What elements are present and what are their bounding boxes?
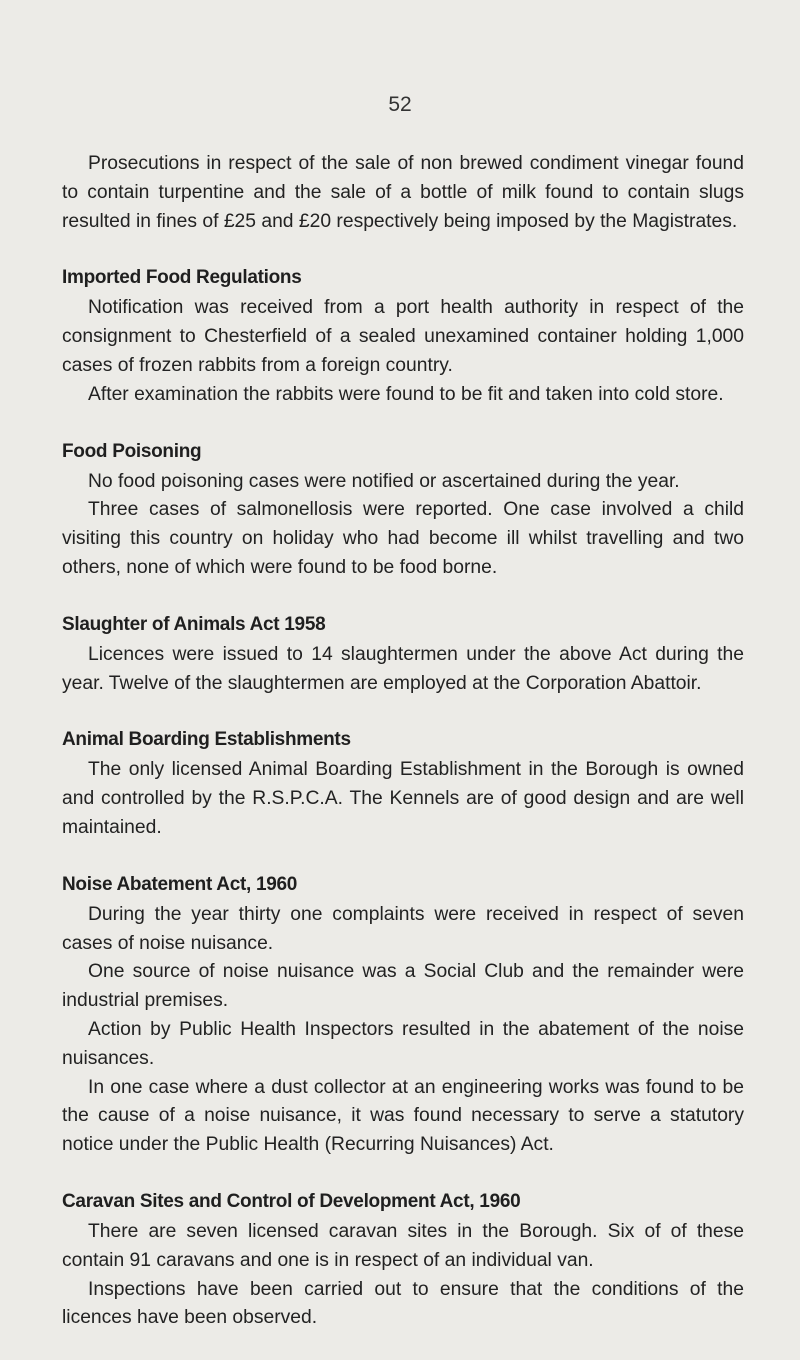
section-slaughter-of-animals-act	[62, 610, 744, 699]
section-imported-food-regulations	[62, 263, 744, 409]
section-paragraph: Three cases of salmonellosis were reported. One case involved a child visiting this country on holiday who had become ill whilst travelling and two others, none of which were found to be food borne.	[62, 499, 744, 578]
intro-paragraph: Prosecutions in respect of the sale of non brewed condiment vinegar found to contain turpentine and the sale of a bottle of milk found to contain slugs resulted in fines of £25 and £20 respectively being imposed by the Magistrates.	[62, 153, 744, 232]
section-paragraph: No food poisoning cases were notified or ascertained during the year.	[88, 470, 680, 492]
section-heading: Imported Food Regulations	[62, 267, 302, 289]
section-paragraph: The only licensed Animal Boarding Establishment in the Borough is owned and controlled by the R.S.P.C.A. The Kennels are of good design and are well maintained.	[62, 759, 744, 838]
section-food-poisoning	[62, 437, 744, 583]
section-paragraph: Licences were issued to 14 slaughtermen under the above Act during the year. Twelve of the slaughtermen are employed at the Corporation Abattoir.	[62, 643, 744, 694]
section-paragraph: One source of noise nuisance was a Social Club and the remainder were industrial premises.	[62, 961, 744, 1012]
section-animal-boarding-establishments	[62, 725, 744, 842]
section-paragraph: During the year thirty one complaints were received in respect of seven cases of noise nuisance.	[62, 903, 744, 954]
section-heading: Food Poisoning	[62, 440, 202, 462]
section-paragraph: Notification was received from a port health authority in respect of the consignment to Chesterfield of a sealed unexamined container holding 1,000 cases of frozen rabbits from a foreign country.	[62, 297, 744, 376]
section-paragraph: Action by Public Health Inspectors resulted in the abatement of the noise nuisances.	[62, 1018, 744, 1069]
section-paragraph: Inspections have been carried out to ensure that the conditions of the licences have been observed.	[62, 1278, 744, 1329]
section-paragraph: After examination the rabbits were found to be fit and taken into cold store.	[88, 383, 724, 405]
section-paragraph: There are seven licensed caravan sites in the Borough. Six of of these contain 91 caravans and one is in respect of an individual van.	[62, 1220, 744, 1271]
intro-section	[62, 150, 744, 236]
page-number: 52	[388, 93, 412, 116]
section-noise-abatement-act	[62, 870, 744, 1160]
document-body	[62, 150, 744, 1360]
section-heading: Noise Abatement Act, 1960	[62, 873, 298, 895]
section-caravan-sites	[62, 1187, 744, 1333]
section-paragraph: In one case where a dust collector at an engineering works was found to be the cause of a noise nuisance, it was found necessary to serve a statutory notice under the Public Health (Recurring Nuisances) Act.	[62, 1076, 744, 1156]
section-heading: Slaughter of Animals Act 1958	[62, 613, 326, 635]
section-heading: Caravan Sites and Control of Development Act, 1960	[62, 1190, 521, 1212]
section-heading: Animal Boarding Establishments	[62, 729, 351, 751]
